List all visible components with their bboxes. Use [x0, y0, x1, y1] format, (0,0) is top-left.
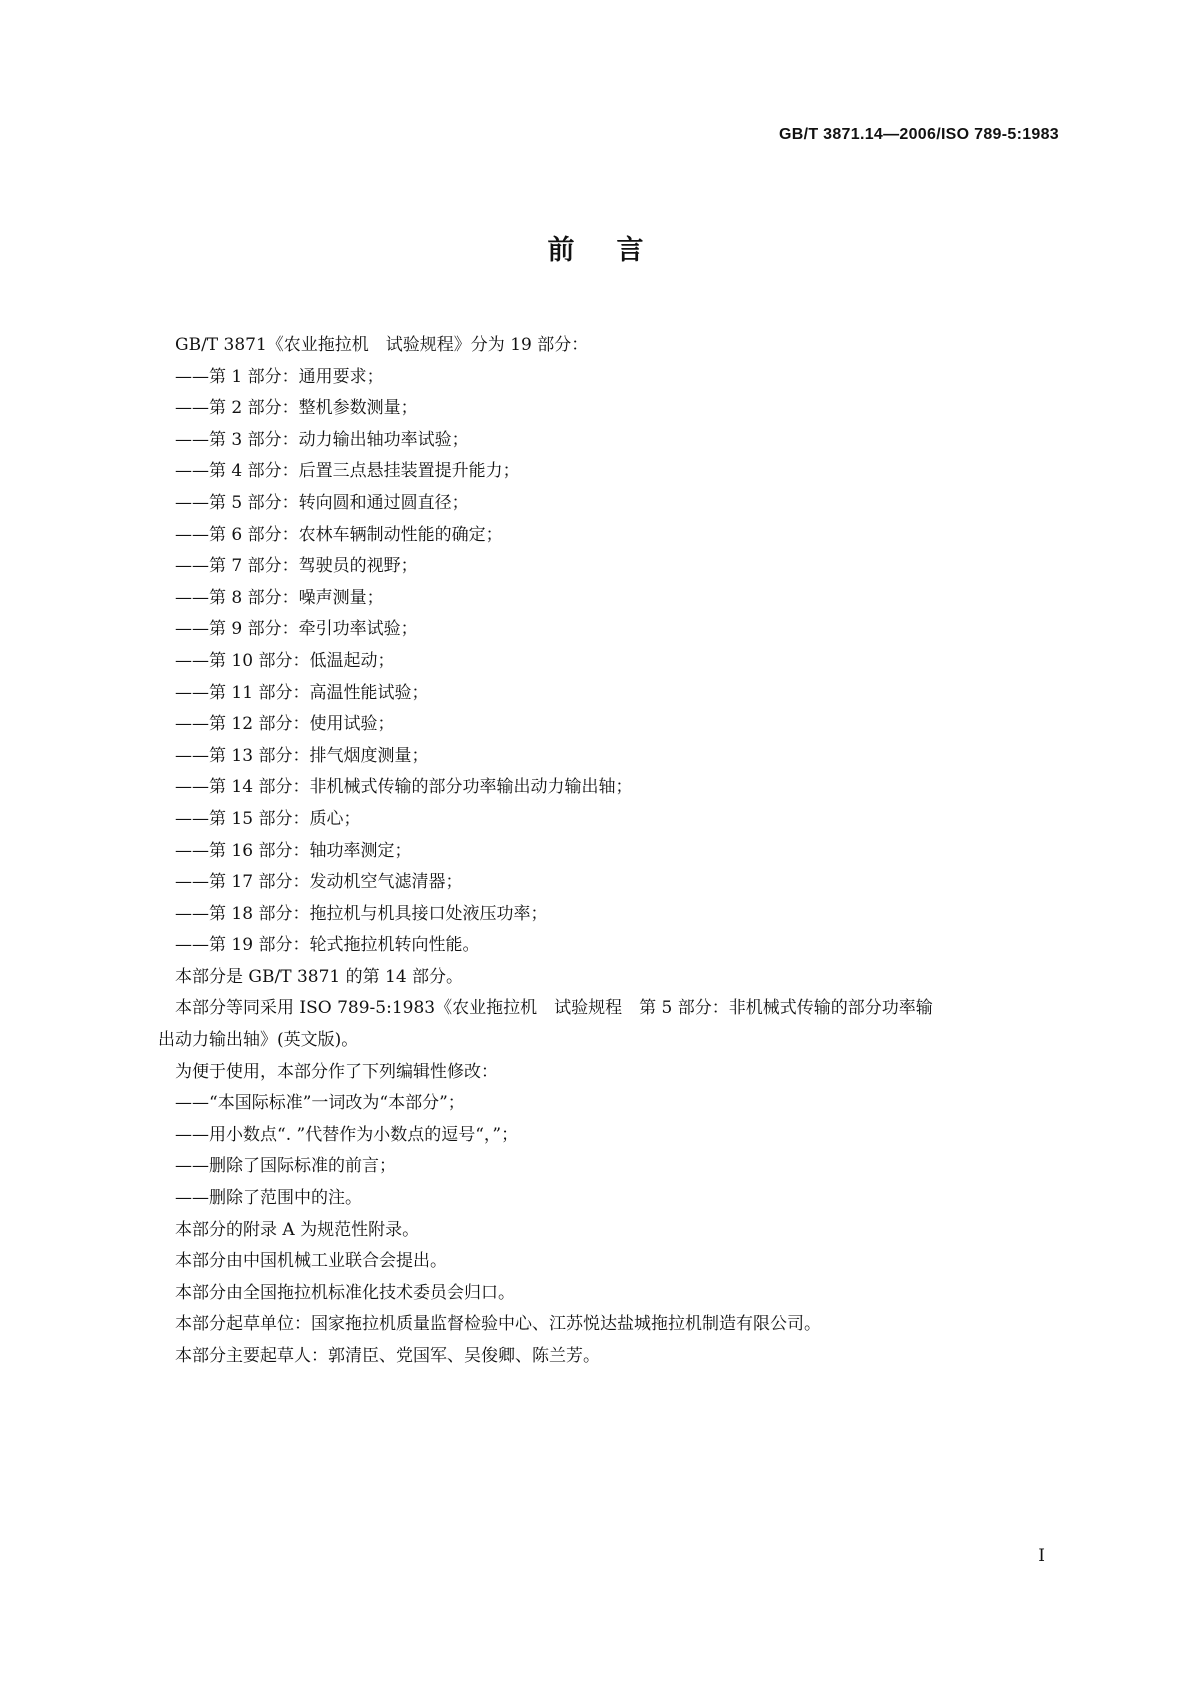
edit-intro-paragraph: 为便于使用，本部分作了下列编辑性修改：: [175, 1061, 498, 1082]
page-number: I: [1038, 1546, 1045, 1566]
edit-list-item: ——删除了范围中的注。: [175, 1188, 362, 1209]
edit-list-item: ——用小数点“. ”代替作为小数点的逗号“，”；: [175, 1124, 519, 1145]
part-list-item: ——第 13 部分：排气烟度测量；: [175, 745, 429, 766]
standard-number-header: GB/T 3871.14—2006/ISO 789-5:1983: [779, 126, 1059, 143]
drafting-units-paragraph: 本部分起草单位：国家拖拉机质量监督检验中心、江苏悦达盐城拖拉机制造有限公司。: [175, 1314, 821, 1335]
part-list-item: ——第 19 部分：轮式拖拉机转向性能。: [175, 935, 480, 956]
part-list-item: ——第 7 部分：驾驶员的视野；: [175, 556, 418, 577]
centralized-paragraph: 本部分由全国拖拉机标准化技术委员会归口。: [175, 1282, 515, 1303]
annex-paragraph: 本部分的附录 A 为规范性附录。: [175, 1219, 420, 1240]
part-list-item: ——第 8 部分：噪声测量；: [175, 587, 384, 608]
part-list-item: ——第 4 部分：后置三点悬挂装置提升能力；: [175, 461, 520, 482]
parts-list: [175, 362, 1063, 962]
foreword-body: [158, 330, 1063, 1373]
adoption-paragraph-line2: 出动力输出轴》(英文版)。: [158, 1030, 359, 1051]
part-list-item: ——第 17 部分：发动机空气滤清器；: [175, 872, 463, 893]
intro-paragraph: GB/T 3871《农业拖拉机 试验规程》分为 19 部分：: [175, 335, 589, 355]
drafters-paragraph: 本部分主要起草人：郭清臣、党国军、吴俊卿、陈兰芳。: [175, 1346, 600, 1366]
part-list-item: ——第 10 部分：低温起动；: [175, 650, 395, 671]
part-list-item: ——第 1 部分：通用要求；: [175, 366, 384, 387]
part-list-item: ——第 11 部分：高温性能试验；: [175, 682, 429, 703]
part-list-item: ——第 5 部分：转向圆和通过圆直径；: [175, 492, 469, 513]
part-list-item: ——第 15 部分：质心；: [175, 808, 361, 829]
part-list-item: ——第 2 部分：整机参数测量；: [175, 398, 418, 419]
edit-list-item: ——删除了国际标准的前言；: [175, 1156, 396, 1177]
part-list-item: ——第 3 部分：动力输出轴功率试验；: [175, 429, 469, 450]
page-title: 前言: [547, 235, 686, 266]
part-list-item: ——第 18 部分：拖拉机与机具接口处液压功率；: [175, 903, 548, 924]
part-list-item: ——第 16 部分：轴功率测定；: [175, 840, 412, 861]
part-list-item: ——第 14 部分：非机械式传输的部分功率输出动力输出轴；: [175, 777, 633, 798]
adoption-paragraph-line1: 本部分等同采用 ISO 789-5:1983《农业拖拉机 试验规程 第 5 部分：非机械式传输的部分功率输: [175, 998, 933, 1019]
edit-list-item: ——“本国际标准”一词改为“本部分”；: [175, 1093, 465, 1114]
part-list-item: ——第 6 部分：农林车辆制动性能的确定；: [175, 524, 503, 545]
part-list-item: ——第 9 部分：牵引功率试验；: [175, 619, 418, 640]
part-of-paragraph: 本部分是 GB/T 3871 的第 14 部分。: [175, 966, 464, 987]
edits-list: [175, 1088, 1063, 1214]
proposed-paragraph: 本部分由中国机械工业联合会提出。: [175, 1251, 447, 1272]
part-list-item: ——第 12 部分：使用试验；: [175, 714, 395, 735]
